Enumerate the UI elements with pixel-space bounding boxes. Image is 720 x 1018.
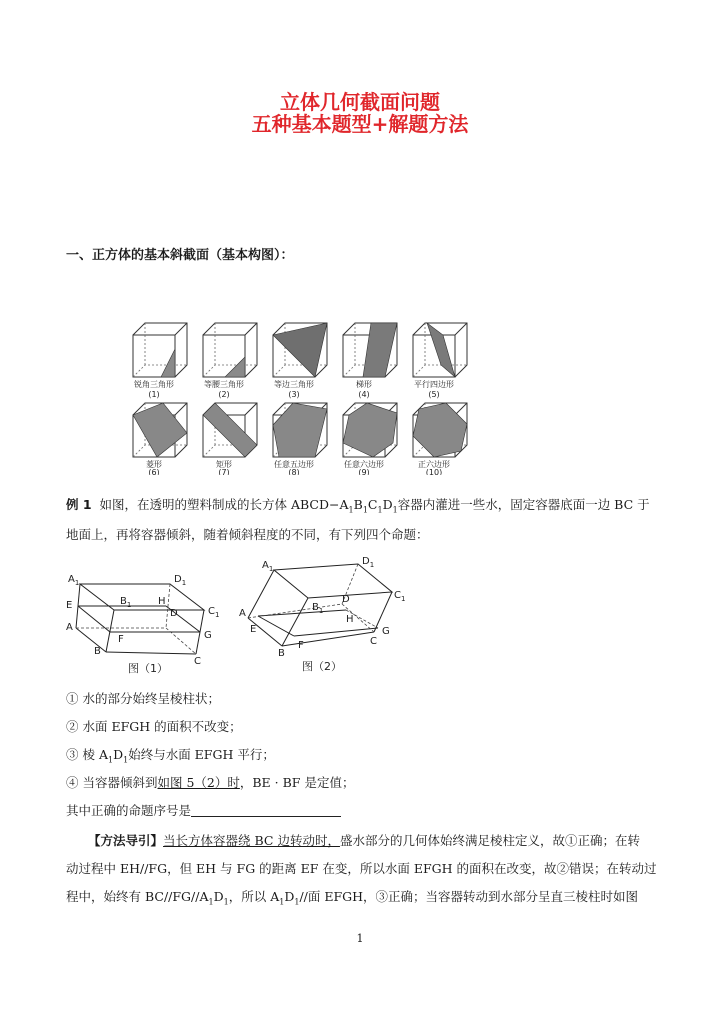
- cube-5: [413, 323, 467, 377]
- method-line-3: 程中，始终有 $BC//FG//A_1D_1$，所以 $A_1D_1//$面 EFGH，③正确；当容器转动到水部分呈直三棱柱时如图: [66, 889, 639, 907]
- cube-num: (10): [425, 468, 443, 475]
- title-line-1: 立体几何截面问题: [280, 90, 440, 114]
- label-C: C: [370, 636, 377, 647]
- label-B1: $B_1$: [312, 602, 324, 615]
- method-line-1: 【方法导引】当长方体容器绕 BC 边转动时，盛水部分的几何体始终满足棱柱定义，故①正确；在转: [88, 833, 640, 848]
- cube-num: (5): [428, 390, 440, 399]
- label-E: E: [250, 624, 257, 635]
- proposition-2: ② 水面 EFGH 的面积不改变；: [66, 719, 242, 734]
- cube-num: (7): [218, 468, 230, 475]
- proposition-3: ③ 棱 $A_1D_1$始终与水面 EFGH 平行；: [66, 747, 275, 765]
- cube-label: 矩形: [216, 460, 232, 469]
- proposition-4: ④ 当容器倾斜到如图 5（2）时，BE · BF 是定值；: [66, 775, 355, 790]
- answer-blank[interactable]: [191, 816, 341, 817]
- figure-2-caption: 图（2）: [302, 660, 342, 673]
- page-number: 1: [356, 932, 364, 945]
- cube-label: 正六边形: [418, 460, 450, 469]
- answer-prompt: 其中正确的命题序号是: [66, 802, 341, 820]
- label-H: H: [346, 614, 354, 625]
- cube-9: [343, 403, 397, 457]
- example-label: 例 1: [66, 497, 92, 512]
- label-C1: $C_1$: [394, 590, 406, 603]
- label-B: B: [278, 648, 285, 659]
- cube-num: (6): [148, 468, 160, 475]
- cube-num: (2): [218, 390, 230, 399]
- label-F: F: [298, 640, 304, 651]
- method-label: 【方法导引】: [88, 833, 164, 848]
- label-B: B: [94, 646, 101, 657]
- cube-num: (3): [288, 390, 300, 399]
- label-A: A: [66, 622, 73, 633]
- cube-label: 菱形: [146, 460, 162, 469]
- cube-cross-section-figures: [125, 315, 500, 475]
- cube-label: 等边三角形: [274, 380, 314, 389]
- cube-2: [203, 323, 257, 377]
- label-A1: $A_1$: [262, 560, 274, 573]
- figure-1: [66, 566, 236, 676]
- label-E: E: [66, 600, 73, 611]
- cube-label: 锐角三角形: [134, 380, 174, 389]
- label-G: G: [204, 630, 212, 641]
- cube-3: [273, 323, 327, 377]
- label-F: F: [118, 634, 124, 645]
- cube-label: 平行四边形: [414, 380, 454, 389]
- figure-2: [238, 552, 418, 676]
- cube-num: (1): [148, 390, 160, 399]
- cube-6: [133, 403, 187, 457]
- figure-1-caption: 图（1）: [128, 662, 168, 675]
- label-D1: $D_1$: [174, 574, 187, 587]
- example-line-2: 地面上，再将容器倾斜，随着倾斜程度的不同，有下列四个命题：: [66, 527, 429, 542]
- method-line-2: 动过程中 EH//FG，但 EH 与 FG 的距离 EF 在变，所以水面 EFGH 的面积在改变，故②错误；在转动过: [66, 861, 657, 876]
- example-line-1: 例 1 如图，在透明的塑料制成的长方体 $ABCD-A_1B_1C_1D_1$容器内灌进一些水，固定容器底面一边 BC 于: [66, 497, 650, 515]
- label-C: C: [194, 656, 201, 667]
- cube-label: 等腰三角形: [204, 380, 244, 389]
- cube-10: [413, 403, 467, 457]
- label-A1: $A_1$: [68, 574, 80, 587]
- cube-label: 任意五边形: [274, 460, 314, 469]
- cube-7: [203, 403, 257, 457]
- label-A: A: [239, 608, 246, 619]
- label-D: D: [170, 608, 178, 619]
- cube-num: (9): [358, 468, 370, 475]
- cube-label: 任意六边形: [344, 460, 384, 469]
- label-C1: $C_1$: [208, 606, 220, 619]
- proposition-1: ① 水的部分始终呈棱柱状；: [66, 691, 220, 706]
- label-G: G: [382, 626, 390, 637]
- cube-1: [133, 323, 187, 377]
- label-D1: $D_1$: [362, 556, 375, 569]
- cube-num: (4): [358, 390, 370, 399]
- cube-8: [273, 403, 327, 457]
- title-line-2: 五种基本题型+解题方法: [251, 112, 469, 136]
- cube-num: (8): [288, 468, 300, 475]
- label-B1: $B_1$: [120, 596, 132, 609]
- label-D: D: [342, 594, 350, 605]
- cube-label: 梯形: [356, 380, 372, 389]
- cube-4: [343, 323, 397, 377]
- section-heading: 一、正方体的基本斜截面（基本构图）：: [66, 248, 294, 263]
- label-H: H: [158, 596, 166, 607]
